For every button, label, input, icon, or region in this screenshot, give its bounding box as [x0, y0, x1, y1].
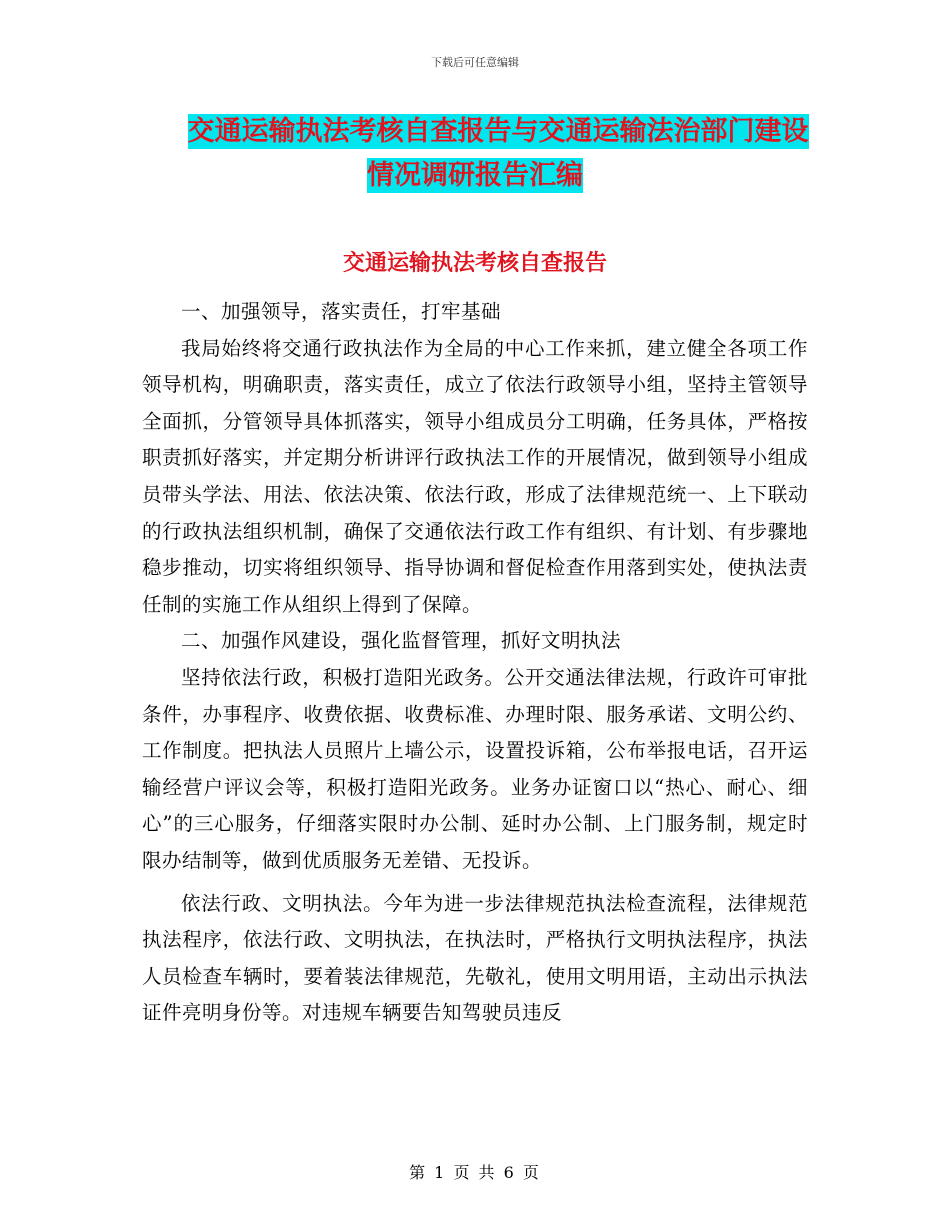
document-title-line-2: [0, 154, 950, 198]
section-title: 交通运输执法考核自查报告: [342, 251, 607, 276]
document-body: [142, 294, 808, 1032]
paragraph-2: 坚持依法行政，积极打造阳光政务。公开交通法律法规，行政许可审批条件，办事程序、收费依据、收费标准、办理时限、服务承诺、文明公约、工作制度。把执法人员照片上墙公示，设置投诉箱，公布举报电话，召开运输经营户评议会等，积极打造阳光政务。业务办证窗口以“热心、耐心、细心”的三心服务，仔细落实限时办公制、延时办公制、上门服务制，规定时限办结制等，做到优质服务无差错、无投诉。: [142, 665, 808, 872]
heading-2: 二、加强作风建设，强化监督管理，抓好文明执法: [181, 629, 622, 653]
title-highlight-2: 情况调研报告汇编: [367, 160, 583, 191]
paragraph-1: 我局始终将交通行政执法作为全局的中心工作来抓，建立健全各项工作领导机构，明确职责，落实责任，成立了依法行政领导小组，坚持主管领导全面抓，分管领导具体抓落实，领导小组成员分工明确，任务具体，严格按职责抓好落实，并定期分析讲评行政执法工作的开展情况，做到领导小组成员带头学法、用法、依法决策、依法行政，形成了法律规范统一、上下联动的行政执法组织机制，确保了交通依法行政工作有组织、有计划、有步骤地稳步推动，切实将组织领导、指导协调和督促检查作用落到实处，使执法责任制的实施工作从组织上得到了保障。: [142, 336, 808, 616]
document-title-line-1: [0, 110, 950, 154]
title-highlight-1: 交通运输执法考核自查报告与交通运输法治部门建设: [187, 116, 809, 147]
page-footer: 第 1 页 共 6 页: [409, 1163, 541, 1182]
paragraph-3: 依法行政、文明执法。今年为进一步法律规范执法检查流程，法律规范执法程序，依法行政、文明执法，在执法时，严格执行文明执法程序，执法人员检查车辆时，要着装法律规范，先敬礼，使用文明用语，主动出示执法证件亮明身份等。对违规车辆要告知驾驶员违反: [142, 891, 808, 1025]
header-note: 下载后可任意编辑: [431, 56, 519, 69]
heading-1: 一、加强领导，落实责任，打牢基础: [181, 300, 502, 323]
